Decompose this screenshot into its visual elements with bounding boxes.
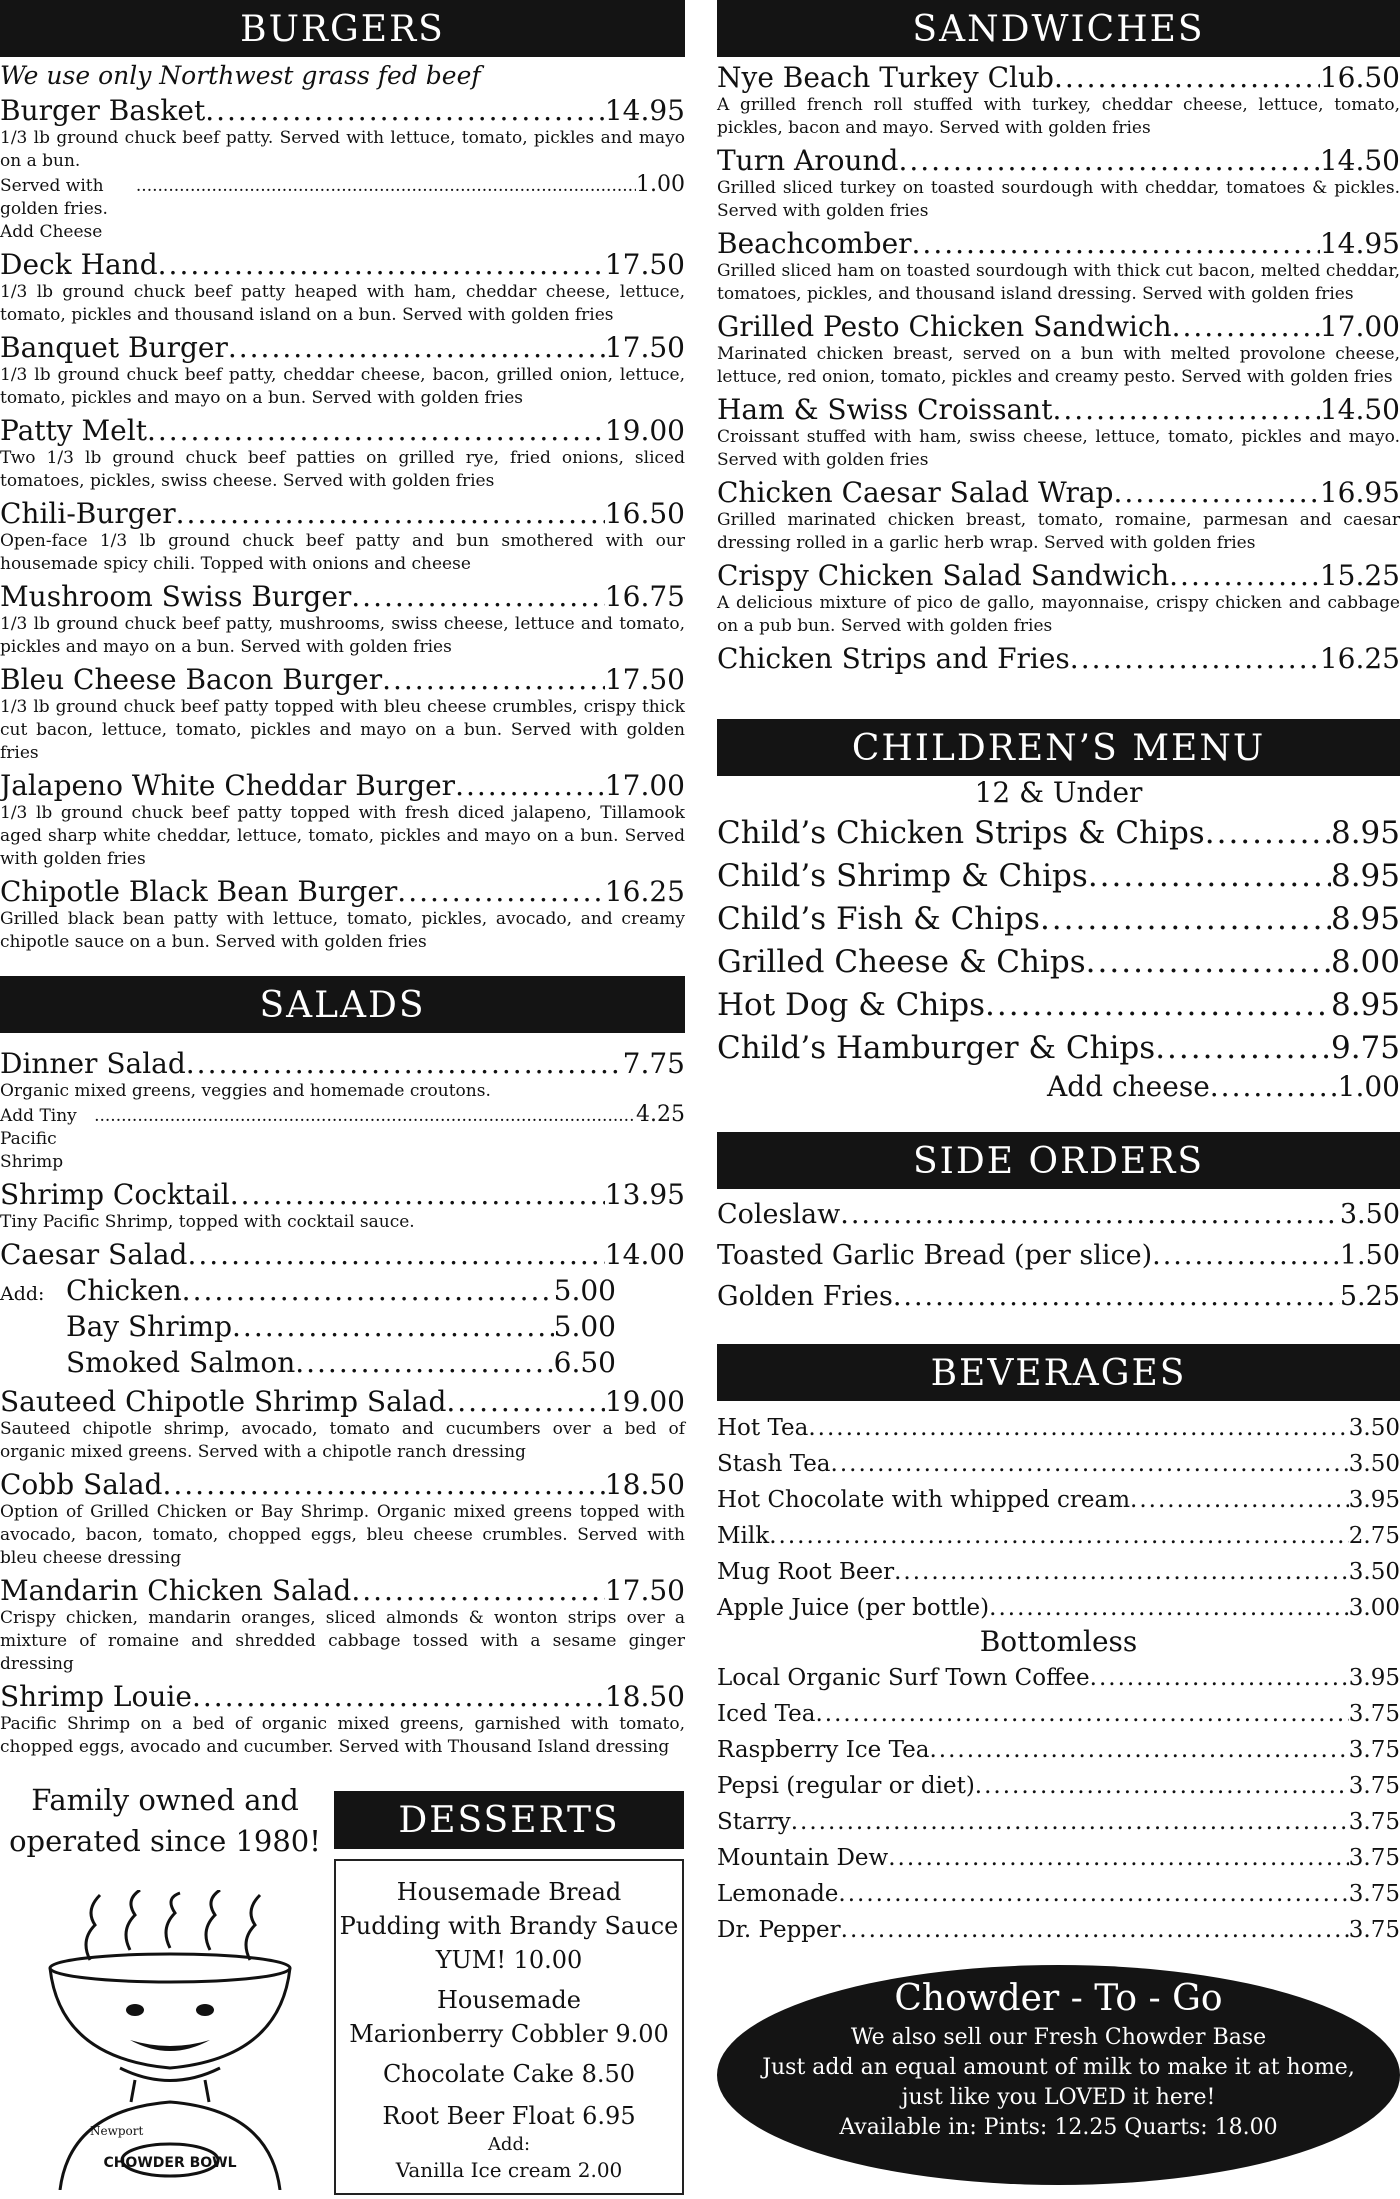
item-desc: Open-face 1/3 lb ground chuck beef patty and bun smothered with our housemade spicy chili. Topped with onions and cheese xyxy=(0,531,685,574)
bottomless-list xyxy=(717,1662,1400,1947)
chowder-line: Available in: Pints: 12.25 Quarts: 18.00 xyxy=(839,2115,1278,2140)
desserts-header: DESSERTS xyxy=(334,1791,684,1849)
menu-item xyxy=(717,813,1400,853)
item-name: Child’s Chicken Strips & Chips xyxy=(717,815,1205,851)
menu-item xyxy=(717,1662,1400,1695)
dessert-line: Housemade xyxy=(437,1986,581,2014)
item-name: Mug Root Beer xyxy=(717,1559,895,1585)
item-desc: Grilled sliced turkey on toasted sourdough with cheddar, tomatoes & pickles. Served with golden fries xyxy=(717,178,1400,221)
item-price: 3.50 xyxy=(1348,1451,1400,1477)
addon-name: Smoked Salmon xyxy=(66,1346,296,1379)
item-name: Chicken Strips and Fries xyxy=(717,642,1070,675)
item-price: 16.25 xyxy=(1319,642,1400,675)
item-price: 3.50 xyxy=(1348,1415,1400,1441)
item-name: Child’s Shrimp & Chips xyxy=(717,858,1088,894)
item-price: 8.00 xyxy=(1330,944,1400,980)
item-price: 3.75 xyxy=(1348,1737,1400,1763)
menu-item xyxy=(717,1556,1400,1589)
sub-option: Add Tiny Pacific Shrimp xyxy=(0,1106,77,1172)
menu-item xyxy=(717,1698,1400,1731)
menu-item xyxy=(717,1484,1400,1517)
item-price: 1.50 xyxy=(1339,1240,1400,1271)
item-name: Toasted Garlic Bread (per slice) xyxy=(717,1240,1153,1271)
addon-price: 6.50 xyxy=(553,1346,616,1379)
menu-item xyxy=(0,413,685,493)
item-price: 8.95 xyxy=(1330,858,1400,894)
item-name: Golden Fries xyxy=(717,1281,893,1312)
item-name: Burger Basket xyxy=(0,94,206,127)
item-name: Starry xyxy=(717,1809,791,1835)
item-desc: Pacific Shrimp on a bed of organic mixed greens, garnished with tomato, chopped eggs, avocado and cucumber. Served with Thousand Island dressing xyxy=(0,1714,685,1757)
menu-item xyxy=(0,247,685,327)
item-name: Grilled Cheese & Chips xyxy=(717,944,1086,980)
sub-option: Served with golden fries. Add Cheese xyxy=(0,176,108,242)
item-name: Dr. Pepper xyxy=(717,1917,841,1943)
menu-item xyxy=(717,1278,1400,1316)
item-price: 16.95 xyxy=(1319,476,1400,509)
dessert-line: Housemade Bread xyxy=(396,1878,622,1906)
menu-item xyxy=(717,1520,1400,1553)
item-price: 2.75 xyxy=(1348,1523,1400,1549)
menu-item xyxy=(717,1914,1400,1947)
item-name: Banquet Burger xyxy=(0,331,228,364)
menu-item-shrimp-cocktail xyxy=(0,1177,685,1234)
menu-item xyxy=(717,942,1400,982)
item-desc: Grilled sliced ham on toasted sourdough with thick cut bacon, melted cheddar, tomatoes, pickles, and thousand island dressing. Served with golden fries xyxy=(717,261,1400,304)
item-desc: 1/3 lb ground chuck beef patty. Served with lettuce, tomato, pickles and mayo on a bun. xyxy=(0,128,685,171)
item-price: 14.95 xyxy=(604,94,685,127)
item-price: 16.50 xyxy=(604,497,685,530)
item-name: Ham & Swiss Croissant xyxy=(717,393,1053,426)
menu-item xyxy=(717,1770,1400,1803)
item-price: 3.95 xyxy=(1348,1665,1400,1691)
item-name: Hot Chocolate with whipped cream xyxy=(717,1487,1131,1513)
item-desc: Grilled black bean patty with lettuce, tomato, pickles, avocado, and creamy chipotle sauce on a bun. Served with golden fries xyxy=(0,909,685,952)
dessert-line: Pudding with Brandy Sauce xyxy=(339,1912,679,1940)
menu-item xyxy=(717,309,1400,389)
item-name: Child’s Hamburger & Chips xyxy=(717,1030,1156,1066)
item-price: 17.50 xyxy=(604,331,685,364)
item-name: Chicken Caesar Salad Wrap xyxy=(717,476,1114,509)
item-desc: A grilled french roll stuffed with turkey, cheddar cheese, lettuce, tomato, pickles, bacon and mayo. Served with golden fries xyxy=(717,95,1400,138)
item-price: 8.95 xyxy=(1330,815,1400,851)
menu-item xyxy=(717,558,1400,638)
item-name: Hot Tea xyxy=(717,1415,809,1441)
item-name: Mandarin Chicken Salad xyxy=(0,1574,352,1607)
item-desc: Sauteed chipotle shrimp, avocado, tomato and cucumbers over a bed of organic mixed greens. Served with a chipotle ranch dressing xyxy=(0,1419,685,1462)
dessert-line: Root Beer Float 6.95 xyxy=(382,2102,636,2130)
chowder-line: Just add an equal amount of milk to make it at home, xyxy=(762,2055,1355,2080)
menu-item xyxy=(717,1842,1400,1875)
dessert-line: Chocolate Cake 8.50 xyxy=(382,2060,636,2088)
item-price: 19.00 xyxy=(604,1385,685,1418)
menu-item xyxy=(717,60,1400,140)
menu-item xyxy=(717,1806,1400,1839)
menu-item xyxy=(0,662,685,765)
chowder-line: just like you LOVED it here! xyxy=(901,2085,1216,2110)
item-price: 18.50 xyxy=(604,1468,685,1501)
item-name: Chili-Burger xyxy=(0,497,176,530)
item-price: 3.95 xyxy=(1348,1487,1400,1513)
item-desc: 1/3 lb ground chuck beef patty, cheddar cheese, bacon, grilled onion, lettuce, tomato, pickles and mayo on a bun. Served with golden fries xyxy=(0,365,685,408)
item-price: 14.50 xyxy=(1319,144,1400,177)
menu-item xyxy=(717,899,1400,939)
menu-item xyxy=(717,985,1400,1025)
item-desc: 1/3 lb ground chuck beef patty heaped with ham, cheddar cheese, lettuce, tomato, pickles and thousand island on a bun. Served with golden fries xyxy=(0,282,685,325)
item-name: Iced Tea xyxy=(717,1701,816,1727)
addon-price: 1.00 xyxy=(1337,1070,1400,1103)
menu-item xyxy=(0,874,685,954)
addon-name: Bay Shrimp xyxy=(66,1310,233,1343)
item-price: 17.00 xyxy=(604,769,685,802)
bottomless-label: Bottomless xyxy=(979,1625,1138,1658)
children-addon xyxy=(717,1068,1400,1106)
chowder-to-go-banner xyxy=(717,1965,1400,2185)
item-price: 14.50 xyxy=(1319,393,1400,426)
item-name: Deck Hand xyxy=(0,248,158,281)
item-price: 3.75 xyxy=(1348,1845,1400,1871)
item-name: Turn Around xyxy=(717,144,899,177)
addon-price: 5.00 xyxy=(553,1274,616,1307)
item-name: Dinner Salad xyxy=(0,1047,186,1080)
dessert-line: Marionberry Cobbler 9.00 xyxy=(349,2020,669,2048)
menu-item xyxy=(717,475,1400,555)
item-price: 8.95 xyxy=(1330,987,1400,1023)
side-orders-list xyxy=(717,1196,1400,1316)
menu-item xyxy=(717,1412,1400,1445)
item-name: Jalapeno White Cheddar Burger xyxy=(0,769,456,802)
menu-item xyxy=(0,496,685,576)
item-name: Mountain Dew xyxy=(717,1845,889,1871)
item-desc: Tiny Pacific Shrimp, topped with cocktail sauce. xyxy=(0,1212,415,1232)
addon-name: Add cheese xyxy=(1047,1070,1210,1103)
item-price: 17.50 xyxy=(604,663,685,696)
item-name: Patty Melt xyxy=(0,414,147,447)
item-name: Stash Tea xyxy=(717,1451,831,1477)
item-desc: 1/3 lb ground chuck beef patty topped with bleu cheese crumbles, crispy thick cut bacon, lettuce, tomato, pickles and mayo on a bun. Served with golden fries xyxy=(0,697,685,763)
chowder-bowl-mascot-illustration xyxy=(20,1890,320,2190)
item-name: Nye Beach Turkey Club xyxy=(717,61,1054,94)
menu-item xyxy=(717,1878,1400,1911)
desserts-box xyxy=(334,1859,684,2195)
item-name: Milk xyxy=(717,1523,770,1549)
burgers-header: BURGERS xyxy=(0,0,685,57)
beverages-header: BEVERAGES xyxy=(717,1344,1400,1401)
item-price: 5.25 xyxy=(1339,1281,1400,1312)
item-price: 19.00 xyxy=(604,414,685,447)
item-name: Pepsi (regular or diet) xyxy=(717,1773,975,1799)
item-name: Cobb Salad xyxy=(0,1468,163,1501)
item-desc: Crispy chicken, mandarin oranges, sliced almonds & wonton strips over a mixture of romaine and shredded cabbage tossed with a sesame ginger dressing xyxy=(0,1608,685,1674)
item-desc: Croissant stuffed with ham, swiss cheese, lettuce, tomato, pickles and mayo. Served with golden fries xyxy=(717,427,1400,470)
children-list xyxy=(717,813,1400,1068)
dessert-line: YUM! 10.00 xyxy=(435,1946,583,1974)
item-name: Crispy Chicken Salad Sandwich xyxy=(717,559,1170,592)
item-price: 16.25 xyxy=(604,875,685,908)
menu-item xyxy=(717,1028,1400,1068)
sub-price: 1.00 xyxy=(636,172,685,197)
menu-item xyxy=(717,1734,1400,1767)
sandwich-list xyxy=(717,60,1400,677)
menu-item xyxy=(717,143,1400,223)
family-line-2: operated since 1980! xyxy=(9,1824,321,1858)
menu-item xyxy=(0,768,685,871)
item-name: Lemonade xyxy=(717,1881,839,1907)
menu-item-dinner-salad xyxy=(0,1046,685,1174)
item-name: Bleu Cheese Bacon Burger xyxy=(0,663,383,696)
item-name: Apple Juice (per bottle) xyxy=(717,1595,990,1621)
menu-item xyxy=(0,330,685,410)
beverages-list xyxy=(717,1412,1400,1625)
menu-item xyxy=(717,1448,1400,1481)
mascot-shirt-small: Newport xyxy=(90,2124,144,2138)
addon-name: Chicken xyxy=(66,1274,182,1307)
item-price: 17.50 xyxy=(604,1574,685,1607)
family-line-1: Family owned and xyxy=(31,1783,299,1817)
sub-price: 4.25 xyxy=(636,1102,685,1127)
item-price: 3.75 xyxy=(1348,1701,1400,1727)
item-price: 9.75 xyxy=(1330,1030,1400,1066)
item-price: 17.00 xyxy=(1319,310,1400,343)
salads-header: SALADS xyxy=(0,976,685,1033)
item-price: 16.75 xyxy=(604,580,685,613)
menu-item xyxy=(717,641,1400,677)
menu-item xyxy=(0,579,685,659)
menu-item xyxy=(717,1196,1400,1234)
menu-item xyxy=(717,1592,1400,1625)
item-name: Raspberry Ice Tea xyxy=(717,1737,930,1763)
menu-item xyxy=(717,856,1400,896)
item-desc: 1/3 lb ground chuck beef patty, mushrooms, swiss cheese, lettuce and tomato, pickles and mayo on a bun. Served with golden fries xyxy=(0,614,685,657)
item-name: Mushroom Swiss Burger xyxy=(0,580,352,613)
item-desc: Option of Grilled Chicken or Bay Shrimp. Organic mixed greens topped with avocado, bacon, tomato, chopped eggs, bleu cheese crumbles. Served with bleu cheese dressing xyxy=(0,1502,685,1568)
item-price: 14.00 xyxy=(604,1238,685,1271)
menu-item xyxy=(0,1679,685,1759)
chowder-line: We also sell our Fresh Chowder Base xyxy=(850,2025,1267,2050)
item-price: 8.95 xyxy=(1330,901,1400,937)
item-desc: 1/3 lb ground chuck beef patty topped with fresh diced jalapeno, Tillamook aged sharp white cheddar, lettuce, tomato, pickles and mayo on a bun. Served with golden fries xyxy=(0,803,685,869)
item-desc: Two 1/3 lb ground chuck beef patties on grilled rye, fried onions, sliced tomatoes, pickles, swiss cheese. Served with golden fries xyxy=(0,448,685,491)
item-price: 7.75 xyxy=(622,1047,685,1080)
menu-item xyxy=(717,226,1400,306)
item-desc: Organic mixed greens, veggies and homemade croutons. xyxy=(0,1081,491,1101)
item-price: 3.50 xyxy=(1339,1199,1400,1230)
salad-list xyxy=(0,1384,685,1759)
item-price: 13.95 xyxy=(604,1178,685,1211)
menu-item xyxy=(0,1384,685,1464)
item-price: 14.95 xyxy=(1319,227,1400,260)
addon-price: 5.00 xyxy=(553,1310,616,1343)
right-column xyxy=(717,0,1400,1947)
sandwiches-header: SANDWICHES xyxy=(717,0,1400,57)
dessert-line: Add: xyxy=(487,2134,531,2155)
item-name: Grilled Pesto Chicken Sandwich xyxy=(717,310,1172,343)
item-name: Local Organic Surf Town Coffee xyxy=(717,1665,1090,1691)
item-name: Shrimp Louie xyxy=(0,1680,192,1713)
item-price: 3.75 xyxy=(1348,1917,1400,1943)
mascot-shirt-text: CHOWDER BOWL xyxy=(103,2155,237,2171)
item-price: 3.75 xyxy=(1348,1809,1400,1835)
item-price: 3.00 xyxy=(1348,1595,1400,1621)
children-subtitle: 12 & Under xyxy=(974,776,1143,809)
item-name: Hot Dog & Chips xyxy=(717,987,986,1023)
dessert-line: Vanilla Ice cream 2.00 xyxy=(395,2158,623,2182)
item-name: Beachcomber xyxy=(717,227,912,260)
menu-item xyxy=(0,93,685,244)
item-desc: A delicious mixture of pico de gallo, mayonnaise, crispy chicken and cabbage on a pub bun. Served with golden fries xyxy=(717,593,1400,636)
item-name: Sauteed Chipotle Shrimp Salad xyxy=(0,1385,447,1418)
item-name: Coleslaw xyxy=(717,1199,841,1230)
menu-item xyxy=(0,1467,685,1570)
item-name: Chipotle Black Bean Burger xyxy=(0,875,398,908)
item-name: Caesar Salad xyxy=(0,1238,188,1271)
menu-item-caesar-salad xyxy=(0,1237,685,1381)
chowder-title: Chowder - To - Go xyxy=(894,1978,1223,2019)
item-name: Child’s Fish & Chips xyxy=(717,901,1040,937)
item-price: 15.25 xyxy=(1319,559,1400,592)
item-price: 16.50 xyxy=(1319,61,1400,94)
family-owned-note xyxy=(0,1780,330,1862)
item-price: 18.50 xyxy=(604,1680,685,1713)
item-price: 3.75 xyxy=(1348,1881,1400,1907)
menu-item xyxy=(717,392,1400,472)
burger-list xyxy=(0,93,685,954)
add-label: Add: xyxy=(0,1283,45,1305)
children-header: CHILDREN’S MENU xyxy=(717,719,1400,776)
burgers-note: We use only Northwest grass fed beef xyxy=(0,61,481,90)
item-name: Shrimp Cocktail xyxy=(0,1178,230,1211)
menu-item xyxy=(0,1573,685,1676)
left-column xyxy=(0,0,685,1759)
item-price: 3.75 xyxy=(1348,1773,1400,1799)
menu-item xyxy=(717,1237,1400,1275)
item-price: 17.50 xyxy=(604,248,685,281)
item-desc: Grilled marinated chicken breast, tomato, romaine, parmesan and caesar dressing rolled in a garlic herb wrap. Served with golden fries xyxy=(717,510,1400,553)
side-orders-header: SIDE ORDERS xyxy=(717,1132,1400,1189)
item-price: 3.50 xyxy=(1348,1559,1400,1585)
item-desc: Marinated chicken breast, served on a bun with melted provolone cheese, lettuce, red onion, tomato, pickles and creamy pesto. Served with golden fries xyxy=(717,344,1400,387)
